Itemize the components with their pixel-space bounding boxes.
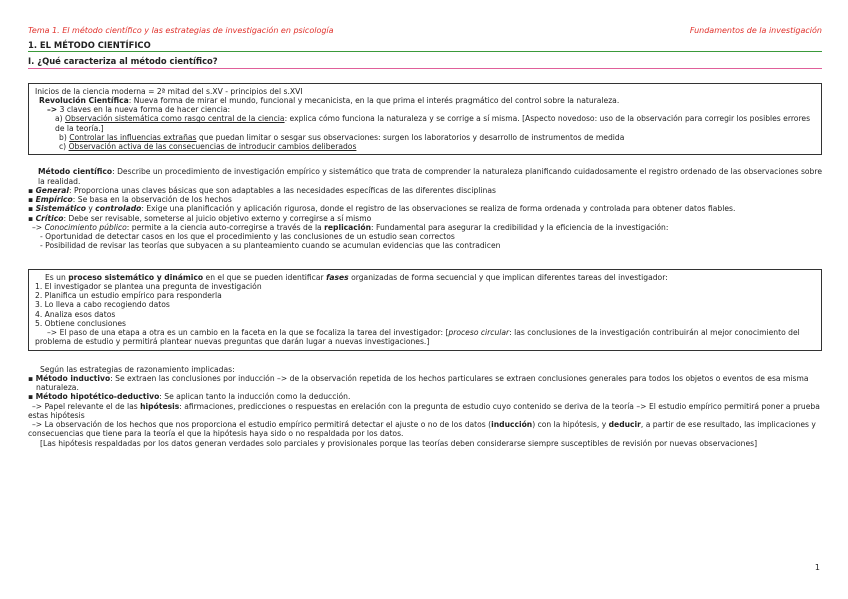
phases-term: fases: [326, 272, 349, 282]
replication-term: replicación: [324, 222, 372, 232]
general-term: General: [35, 185, 69, 195]
bullet-empirico: ▪ Empírico: Se basa en la observación de los hechos: [28, 195, 232, 204]
bullet-hypothetico: ▪ Método hipotético-deductivo: Se aplican tanto la inducción como la deducción.: [28, 392, 351, 402]
process-step: 5. Obtiene conclusiones: [35, 318, 126, 328]
circular-process-term: proceso circular: [448, 328, 510, 337]
hypothesis-term: hipótesis: [140, 401, 180, 411]
subsection-heading: I. ¿Qué caracteriza al método científico?: [28, 54, 822, 68]
inductive-text: : Se extraen las conclusiones por inducción –> de la observación repetida de los hechos particulares se extraen conclusiones generales para todos los objetos o eventos de esa misma naturaleza.: [36, 373, 809, 392]
process-box: [28, 269, 822, 351]
hypothesis-paragraph: [28, 402, 822, 421]
key-c: [35, 142, 815, 151]
process-intro: [35, 273, 815, 282]
key-a-term: Observación sistemática como rasgo central de la ciencia: [65, 114, 285, 124]
hypothesis-text: : afirmaciones, predicciones o respuestas en erelación con la pregunta de estudio cuyo contenido se deriva de la teoría –> El estudio empírico permitirá poner a prueba estas hipótesis: [28, 401, 820, 420]
key-c-term: Observación activa de las consecuencias de introducir cambios deliberados: [68, 142, 357, 151]
key-b-text: que puedan limitar o sesgar sus observaciones: surgen los laboratorios y desarrollo de instrumentos de medida: [196, 132, 625, 142]
sistematico-conj: y: [85, 204, 96, 214]
document-page: [28, 26, 822, 448]
public-knowledge-term: Conocimiento público: [44, 222, 127, 232]
scientific-revolution-line: [35, 96, 815, 105]
empirico-text: : Se basa en la observación de los hechos: [72, 195, 232, 204]
process-step: 3. Lo lleva a cabo recogiendo datos: [35, 300, 170, 310]
page-number: 1: [814, 563, 820, 572]
bullet-critico: ▪ Crítico: Debe ser revisable, someterse al juicio objetivo externo y corregirse a sí mismo: [28, 213, 372, 223]
historical-context-box: [28, 83, 822, 156]
process-steps: [35, 282, 815, 328]
key-b-term: Controlar las influencias extrañas: [69, 132, 197, 142]
bullet-inductive: ▪ Método inductivo: Se extraen las conclusiones por inducción –> de la observación repetida de los hechos particulares se extraen conclusiones generales para todos los objetos o eventos de esa misma naturaleza.: [28, 373, 809, 392]
induction-term: inducción: [491, 420, 533, 429]
hypothesis-note: [Las hipótesis respaldadas por los datos generan verdades solo parciales y provisionales porque las teorías deben considerarse siempre susceptibles de revisión por nuevas observaciones]: [40, 438, 758, 448]
hypothesis-pre: –> Papel relevante el de las: [32, 401, 141, 411]
keys-line: [35, 105, 815, 114]
replication-text: : Fundamental para asegurar la credibilidad y la eficiencia de la investigación:: [371, 222, 669, 232]
header-right: Fundamentos de la investigación: [689, 26, 822, 35]
hypothetico-text: : Se aplican tanto la inducción como la deducción.: [159, 392, 351, 402]
scientific-revolution-text: : Nueva forma de mirar el mundo, funcional y mecanicista, en la que prima el interés pragmático del control sobre la naturaleza.: [128, 95, 620, 105]
method-term: Método científico: [38, 167, 113, 177]
general-text: : Proporciona unas claves básicas que son adaptables a las necesidades específicas de las diferentes disciplinas: [68, 185, 496, 195]
hypothetico-term: Método hipotético-deductivo: [35, 392, 160, 402]
reasoning-strategies: [28, 365, 822, 448]
key-a-marker: a): [55, 114, 66, 124]
key-b: [35, 133, 815, 142]
observation-text: , a partir de ese resultado, las implicaciones y consecuencias que tiene para la teoría el que la hipótesis haya sido o no respaldada por los datos.: [28, 420, 816, 439]
arrow-icon: –>: [47, 105, 58, 114]
arrow-marker: –>: [32, 222, 45, 232]
process-intro-text: organizadas de forma secuencial y que implican diferentes tareas del investigador:: [348, 272, 668, 282]
key-a: [35, 114, 815, 133]
sistematico-term: Sistemático: [35, 204, 86, 214]
critico-term: Crítico: [35, 213, 64, 223]
observation-mid: ) con la hipótesis, y: [532, 420, 609, 429]
modern-science-line: Inicios de la ciencia moderna = 2ª mitad del s.XV - principios del s.XVI: [35, 86, 303, 96]
method-characteristics: [28, 167, 822, 250]
process-step: 4. Analiza esos datos: [35, 309, 116, 319]
process-step: 2. Planifica un estudio empírico para responderla: [35, 291, 222, 300]
strategies-intro: Según las estrategias de razonamiento implicadas:: [40, 364, 235, 374]
public-knowledge-text: : permite a la ciencia auto-corregirse a través de la: [126, 222, 325, 232]
observation-paragraph: [28, 420, 822, 439]
page-header: [28, 26, 822, 38]
process-term: proceso sistemático y dinámico: [68, 272, 204, 282]
bullet-general: ▪ General: Proporciona unas claves básicas que son adaptables a las necesidades específicas de las diferentes disciplinas: [28, 185, 496, 195]
key-b-marker: b): [59, 132, 70, 142]
process-step: 1. El investigador se plantea una pregunta de investigación: [35, 281, 262, 291]
process-intro-pre: Es un: [45, 272, 69, 282]
process-intro-mid: en el que se pueden identificar: [203, 272, 327, 282]
inductive-term: Método inductivo: [35, 373, 111, 383]
observation-pre: –> La observación de los hechos que nos proporciona el estudio empírico permitirá detectar el ajuste o no de los datos (: [32, 420, 492, 429]
process-note-pre: –> El paso de una etapa a otra es un cambio en la faceta en la que se focaliza la tarea del investigador: [: [47, 328, 449, 337]
critico-text: : Debe ser revisable, someterse al juicio objetivo externo y corregirse a sí mismo: [63, 213, 372, 223]
replication-sub-2: - Posibilidad de revisar las teorías que subyacen a su planteamiento cuando se acumulan evidencias que las contradicen: [40, 241, 501, 251]
header-left: Tema 1. El método científico y las estrategias de investigación en psicología: [28, 26, 334, 35]
section-heading: 1. EL MÉTODO CIENTÍFICO: [28, 39, 822, 52]
scientific-revolution-term: Revolución Científica: [39, 95, 129, 105]
keys-text: 3 claves en la nueva forma de hacer ciencia:: [59, 105, 231, 114]
controlado-term: controlado: [95, 204, 142, 214]
deduce-term: deducir: [608, 420, 641, 429]
replication-sub-1: - Oportunidad de detectar casos en los que el procedimiento y las conclusiones de un estudio sean correctos: [40, 232, 455, 241]
empirico-term: Empírico: [35, 195, 73, 204]
process-note: [35, 328, 815, 347]
process-note-text: : las conclusiones de la investigación contribuirán al mejor conocimiento del problema de estudio y permitirá plantear nuevas preguntas que darán lugar a nuevas investigaciones.]: [35, 328, 800, 347]
method-definition: [28, 167, 822, 186]
bullet-sistematico: ▪ Sistemático y controlado: Exige una planificación y aplicación rigurosa, donde el registro de las observaciones se realiza de forma ordenada y controlada para obtener datos fiables.: [28, 204, 736, 214]
key-c-marker: c): [59, 142, 69, 151]
public-knowledge-line: [28, 223, 822, 232]
method-text: : Describe un procedimiento de investigación empírico y sistemático que trata de comprender la naturaleza planificando cuidadosamente el registro ordenado de las observaciones sobre la realidad.: [38, 167, 822, 186]
sistematico-text: : Exige una planificación y aplicación rigurosa, donde el registro de las observaciones se realiza de forma ordenada y controlada para obtener datos fiables.: [141, 204, 736, 214]
key-a-text: : explica cómo funciona la naturaleza y se corrige a sí misma. [Aspecto novedoso: uso de la observación para corregir los posibles errores de la teoría.]: [55, 114, 811, 133]
